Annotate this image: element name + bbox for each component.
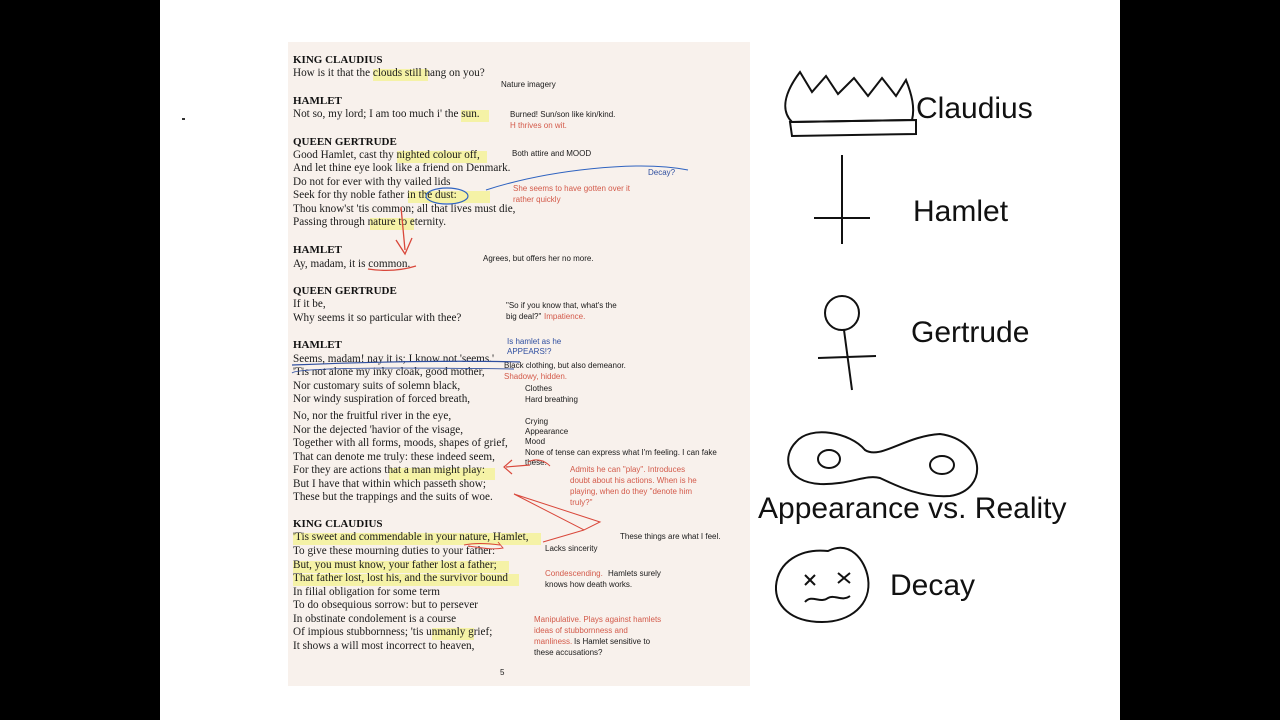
margin-note: Decay? bbox=[648, 168, 676, 177]
margin-note: these. bbox=[525, 458, 547, 467]
margin-note: Manipulative. Plays against hamlets bbox=[534, 615, 662, 624]
margin-note: Impatience. bbox=[544, 312, 586, 321]
verse-line: It shows a will most incorrect to heaven, bbox=[293, 640, 475, 652]
verse-line: Why seems it so particular with thee? bbox=[293, 312, 462, 324]
margin-note: Mood bbox=[525, 437, 546, 446]
verse-line: Nor the dejected 'havior of the visage, bbox=[293, 424, 464, 436]
claudius-label: Claudius bbox=[916, 92, 1033, 125]
slide-canvas bbox=[160, 0, 1120, 720]
margin-note: manliness. bbox=[534, 637, 573, 646]
verse-line: No, nor the fruitful river in the eye, bbox=[293, 410, 452, 422]
margin-note: these accusations? bbox=[534, 648, 603, 657]
margin-note: Lacks sincerity bbox=[545, 544, 598, 553]
margin-note: Nature imagery bbox=[501, 80, 556, 89]
speaker-name: KING CLAUDIUS bbox=[293, 518, 383, 530]
verse-line: In obstinate condolement is a course bbox=[293, 613, 457, 625]
verse-line: But I have that within which passeth show; bbox=[293, 478, 486, 490]
gertrude-label: Gertrude bbox=[911, 316, 1030, 349]
margin-note: doubt about his actions. When is he bbox=[570, 476, 697, 485]
verse-line: Of impious stubbornness; 'tis unmanly grief; bbox=[293, 626, 493, 638]
margin-note: Hamlets surely bbox=[608, 569, 661, 578]
verse-line: To give these mourning duties to your father: bbox=[293, 545, 496, 557]
margin-note: "So if you know that, what's the bbox=[506, 301, 617, 310]
speaker-name: QUEEN GERTRUDE bbox=[293, 285, 397, 297]
verse-line: To do obsequious sorrow: but to persever bbox=[293, 599, 479, 611]
mask-icon bbox=[788, 432, 977, 496]
female-symbol-icon bbox=[825, 296, 859, 330]
speaker-name: HAMLET bbox=[293, 95, 342, 107]
verse-line: If it be, bbox=[293, 298, 326, 310]
margin-note: Hard breathing bbox=[525, 395, 578, 404]
verse-line: Thou know'st 'tis common; all that lives must die, bbox=[293, 203, 516, 215]
verse-line: Nor customary suits of solemn black, bbox=[293, 380, 461, 392]
margin-note: Burned! Sun/son like kin/kind. bbox=[510, 110, 616, 119]
margin-note: truly?" bbox=[570, 498, 593, 507]
margin-note: Is Hamlet sensitive to bbox=[574, 637, 651, 646]
verse-line: And let thine eye look like a friend on Denmark. bbox=[293, 162, 511, 174]
speaker-name: QUEEN GERTRUDE bbox=[293, 136, 397, 148]
decay-label: Decay bbox=[890, 569, 976, 602]
margin-note: playing, when do they "denote him bbox=[570, 487, 693, 496]
margin-note: Agrees, but offers her no more. bbox=[483, 254, 594, 263]
margin-note: None of tense can express what I'm feeling. I can fake bbox=[525, 448, 717, 457]
verse-line: In filial obligation for some term bbox=[293, 586, 440, 598]
margin-note: Appearance bbox=[525, 427, 569, 436]
appearance-vs-reality-label: Appearance vs. Reality bbox=[758, 492, 1067, 525]
verse-line: Together with all forms, moods, shapes of grief, bbox=[293, 437, 508, 449]
verse-line: Seek for thy noble father in the dust: bbox=[293, 189, 457, 201]
margin-note: These things are what I feel. bbox=[620, 532, 721, 541]
verse-line: These but the trappings and the suits of woe. bbox=[293, 491, 493, 503]
verse-line: For they are actions that a man might play: bbox=[293, 464, 486, 476]
verse-line: 'Tis sweet and commendable in your nature, Hamlet, bbox=[293, 531, 529, 543]
verse-line: Nor windy suspiration of forced breath, bbox=[293, 393, 471, 405]
verse-line: Passing through nature to eternity. bbox=[293, 216, 447, 228]
speaker-name: HAMLET bbox=[293, 244, 342, 256]
margin-note: Crying bbox=[525, 417, 549, 426]
margin-note: ideas of stubbornness and bbox=[534, 626, 628, 635]
speaker-name: KING CLAUDIUS bbox=[293, 54, 383, 66]
margin-note: big deal?" bbox=[506, 312, 542, 321]
verse-line: Seems, madam! nay it is; I know not 'seems.' bbox=[293, 353, 495, 365]
margin-note: Shadowy, hidden. bbox=[504, 372, 568, 381]
margin-note: Black clothing, but also demeanor. bbox=[504, 361, 626, 370]
verse-line: Ay, madam, it is common. bbox=[293, 258, 411, 270]
speaker-name: HAMLET bbox=[293, 339, 342, 351]
verse-line: That can denote me truly: these indeed seem, bbox=[293, 451, 495, 463]
verse-line: That father lost, lost his, and the survivor bound bbox=[293, 572, 509, 584]
margin-note: rather quickly bbox=[513, 195, 561, 204]
margin-note: knows how death works. bbox=[545, 580, 633, 589]
margin-note: Both attire and MOOD bbox=[512, 149, 592, 158]
verse-line: Do not for ever with thy vailed lids bbox=[293, 176, 451, 188]
verse-line: But, you must know, your father lost a father; bbox=[293, 559, 497, 571]
verse-line: How is it that the clouds still hang on you? bbox=[293, 67, 485, 79]
crown-icon bbox=[785, 72, 913, 122]
verse-line: Good Hamlet, cast thy nighted colour off, bbox=[293, 149, 480, 161]
hamlet-label: Hamlet bbox=[913, 195, 1009, 228]
dead-face-icon bbox=[776, 548, 869, 622]
margin-note: H thrives on wit. bbox=[510, 121, 567, 130]
margin-note: Is hamlet as he bbox=[507, 337, 562, 346]
margin-note: Clothes bbox=[525, 384, 553, 393]
margin-note: Admits he can "play". Introduces bbox=[570, 465, 686, 474]
margin-note: She seems to have gotten over it bbox=[513, 184, 630, 193]
margin-note: Condescending. bbox=[545, 569, 603, 578]
verse-line: Not so, my lord; I am too much i' the sun. bbox=[293, 108, 480, 120]
verse-line: 'Tis not alone my inky cloak, good mother, bbox=[293, 366, 485, 378]
page-number: 5 bbox=[500, 668, 505, 677]
margin-note: APPEARS!? bbox=[507, 347, 552, 356]
cross-icon bbox=[814, 155, 870, 244]
